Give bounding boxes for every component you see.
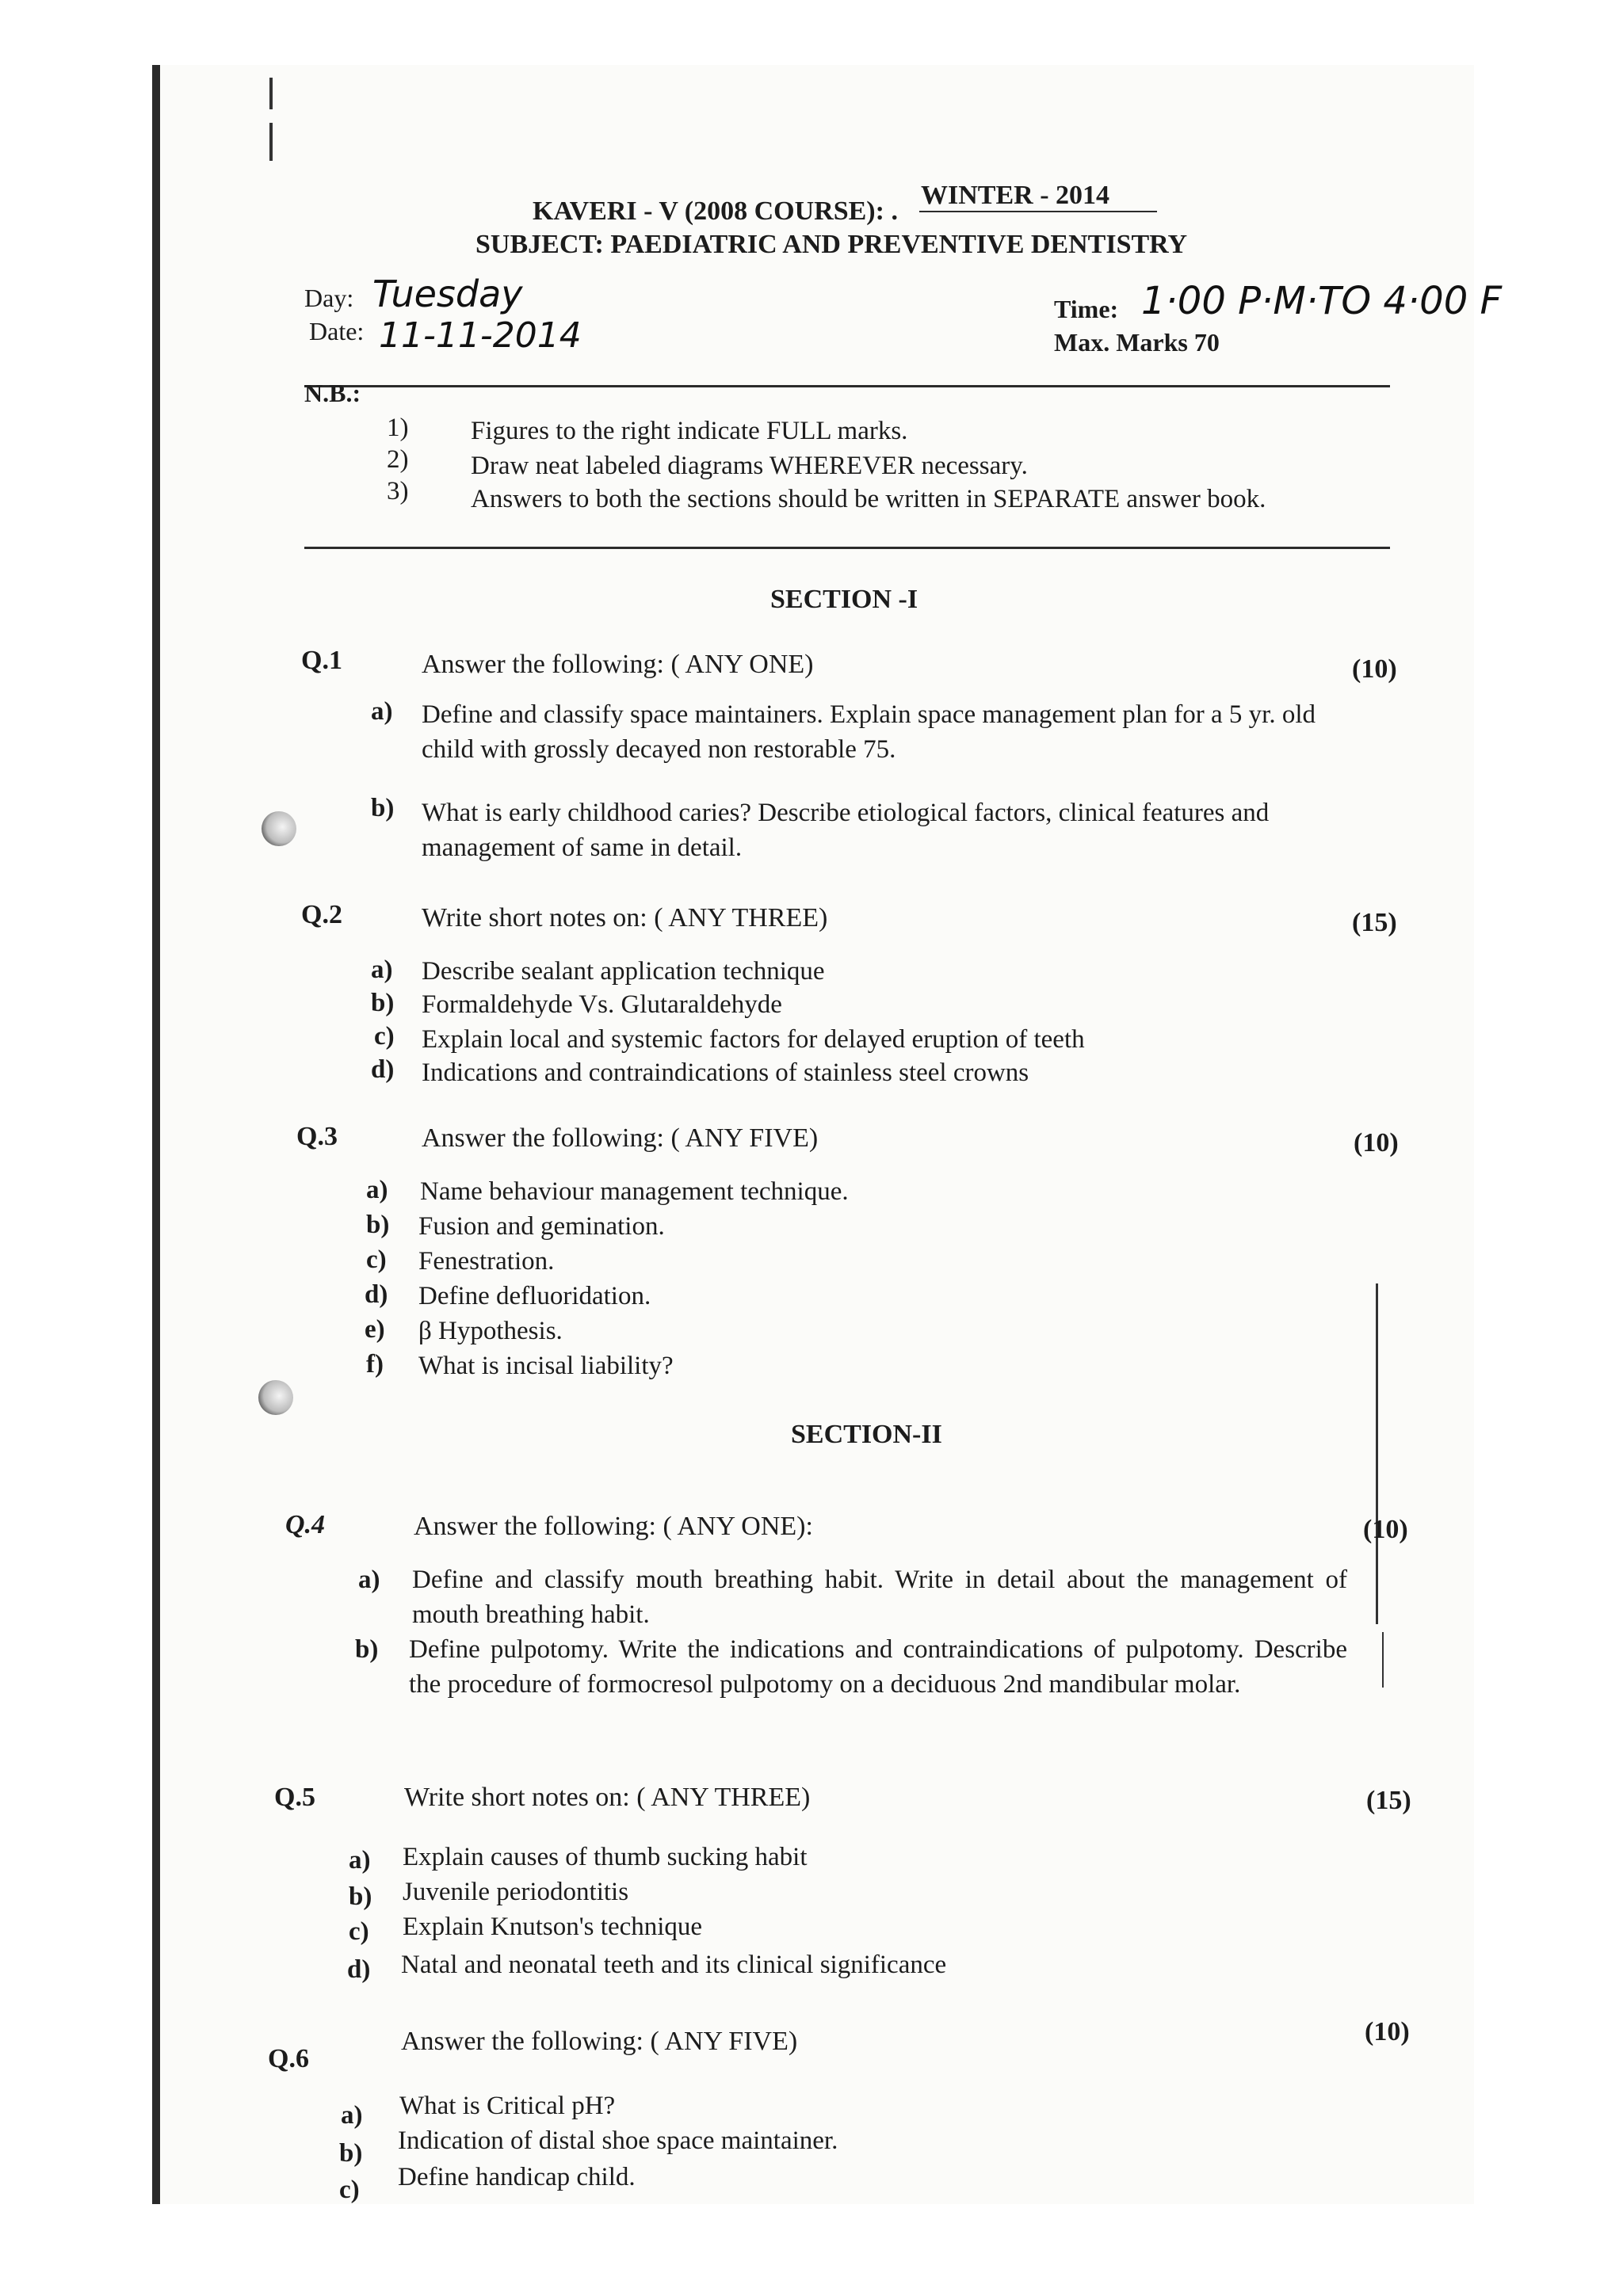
question-number: Q.6 [268,2044,309,2073]
header-divider [304,385,1390,387]
item-text: What is incisal liability? [418,1352,674,1380]
item-label: d) [365,1280,388,1309]
item-label: e) [365,1315,385,1344]
item-text: Indications and contraindications of stainless steel crowns [422,1058,1029,1087]
item-label: a) [371,955,393,984]
notes-divider [304,547,1390,549]
item-label: a) [341,2101,363,2130]
item-text: What is early childhood caries? Describe etiological factors, clinical features and management of same in detail. [422,799,1270,862]
item-label: a) [349,1846,371,1875]
note-number: 2) [387,445,409,474]
pen-mark [269,123,273,161]
item-text: Define defluoridation. [418,1282,651,1310]
item-text: Juvenile periodontitis [403,1878,629,1906]
item-label: c) [339,2176,360,2204]
day-value: Tuesday [372,273,523,315]
item-text: β Hypothesis. [418,1317,563,1345]
item-label: c) [366,1245,387,1274]
question-number: Q.3 [296,1122,338,1151]
item-text: Formaldehyde Vs. Glutaraldehyde [422,990,782,1019]
item-label: c) [374,1022,395,1051]
item-text: Define handicap child. [398,2163,636,2191]
margin-line [1382,1632,1384,1688]
notes-label: N.B.: [304,379,361,407]
item-text: Explain local and systemic factors for delayed eruption of teeth [422,1025,1085,1054]
question-prompt: Answer the following: ( ANY ONE) [422,650,814,679]
note-text: Answers to both the sections should be written in SEPARATE answer book. [471,485,1266,513]
time-label: Time: [1054,295,1119,323]
question-number: Q.4 [285,1510,326,1539]
question-marks: (10) [1365,2017,1410,2046]
item-label: c) [349,1917,369,1946]
question-marks: (15) [1366,1786,1411,1815]
item-label: d) [347,1955,371,1984]
date-value: 11-11-2014 [379,315,582,356]
item-text: Explain Knutson's technique [403,1913,703,1941]
item-text: Fusion and gemination. [418,1212,665,1241]
day-label: Day: [304,284,354,312]
item-text: Indication of distal shoe space maintainer. [398,2126,838,2155]
question-prompt: Write short notes on: ( ANY THREE) [422,903,828,933]
item-label: f) [366,1350,384,1379]
subject-title: SUBJECT: PAEDIATRIC AND PREVENTIVE DENTISTRY [475,230,1188,259]
pen-mark [269,78,273,109]
item-label: b) [339,2139,363,2168]
session-underline [919,211,1157,212]
question-marks: (10) [1363,1515,1408,1544]
question-prompt: Write short notes on: ( ANY THREE) [404,1783,811,1812]
section-2-title: SECTION-II [791,1420,942,1449]
question-marks: (15) [1352,908,1397,937]
note-number: 1) [387,414,409,442]
item-text: Name behaviour management technique. [420,1177,849,1206]
item-label: b) [355,1635,379,1664]
item-text: Define and classify space maintainers. Explain space management plan for a 5 yr. old child with grossly decayed non restorable 75. [422,700,1316,764]
exam-session: WINTER - 2014 [921,181,1110,210]
max-marks: Max. Marks 70 [1054,328,1220,357]
punch-hole [258,1380,293,1415]
note-text: Draw neat labeled diagrams WHEREVER necessary. [471,452,1028,480]
margin-line [1376,1283,1378,1624]
item-text: What is Critical pH? [399,2092,616,2120]
item-text: Define and classify mouth breathing habit. Write in detail about the management of mouth breathing habit. [412,1566,1347,1629]
section-1-title: SECTION -I [770,585,918,614]
item-label: b) [366,1211,390,1239]
item-label: a) [366,1176,388,1204]
question-marks: (10) [1352,654,1397,684]
item-text: Explain causes of thumb sucking habit [403,1843,808,1871]
course-title: KAVERI - V (2008 COURSE): . [533,196,898,226]
item-label: a) [358,1566,380,1594]
punch-hole [262,811,296,846]
binding-edge [152,65,160,2204]
question-number: Q.1 [301,646,342,675]
item-text: Natal and neonatal teeth and its clinical significance [401,1951,947,1979]
question-number: Q.2 [301,900,342,929]
note-text: Figures to the right indicate FULL marks. [471,417,908,445]
question-marks: (10) [1354,1128,1399,1158]
question-prompt: Answer the following: ( ANY ONE): [414,1512,813,1541]
time-value: 1·00 P·M·TO 4·00 F [1141,279,1503,323]
item-label: b) [371,989,395,1017]
question-prompt: Answer the following: ( ANY FIVE) [422,1123,819,1153]
note-number: 3) [387,477,409,505]
item-text: Fenestration. [418,1247,555,1276]
item-label: a) [371,697,393,726]
question-number: Q.5 [274,1783,315,1812]
item-text: Define pulpotomy. Write the indications and contraindications of pulpotomy. Describe the procedure of formocresol pulpotomy on a deciduous 2nd mandibular molar. [409,1635,1347,1699]
item-text: Describe sealant application technique [422,957,825,986]
item-label: b) [349,1882,372,1911]
item-label: b) [371,794,395,822]
date-label: Date: [309,317,365,345]
question-prompt: Answer the following: ( ANY FIVE) [401,2027,798,2056]
item-label: d) [371,1055,395,1084]
